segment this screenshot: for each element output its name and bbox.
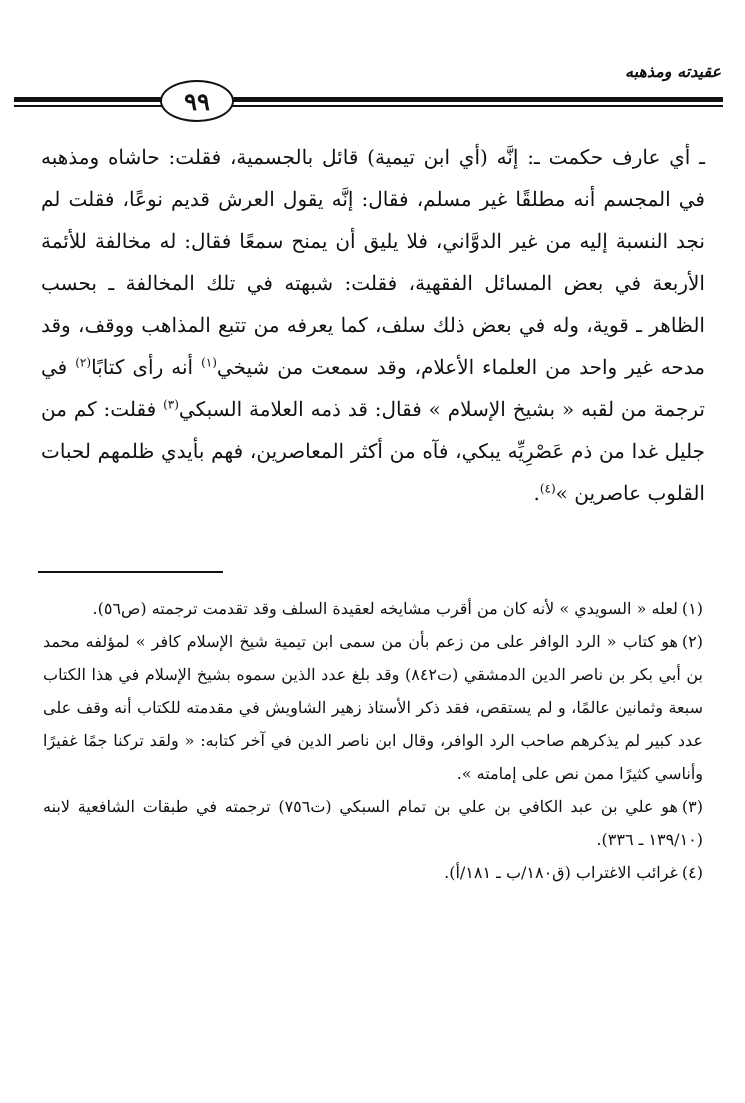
header-rule-thin [14,105,723,107]
footnote-3 [43,790,703,856]
footnote-text: هو كتاب « الرد الوافر على من زعم بأن من سمى ابن تيمية شيخ الإسلام كافر » لمؤلفه محمد بن أبي بكر بن ناصر الدين الدمشقي (ت٨٤٢) وقد بلغ عدد الذين سموه بشيخ الإسلام في هذا الكتاب سبعة وثمانين عالمًا، و لم يستقص، فقد ذكر الأستاذ زهير الشاويش في مقدمته للكتاب أنه وقف على عدد كبير لم يذكرهم صاحب الرد الوافر، وقال ابن ناصر الدين في آخر كتابه: « ولقد تركنا جمًا غفيرًا وأناسي كثيرًا ممن نص على إمامته ». [43,632,703,783]
body-paragraph [41,136,705,514]
footnote-number: (٣) [681,797,703,816]
body-text-part-1: ـ أي عارف حكمت ـ: إنَّه (أي ابن تيمية) قائل بالجسمية، فقلت: حاشاه ومذهبه في المجسم أنه مطلقًا غير مسلم، فقال: إنَّه يقول العرش قديم نوعًا، فقلت لم نجد النسبة إليه من غير الدوَّاني، فلا يليق أن يمنح سمعًا فقال: له مخالفة للأئمة الأربعة في بعض المسائل الفقهية، فقلت: شبهته في تلك المخالفة ـ بحسب الظاهر ـ قوية، وله في بعض ذلك سلف، كما يعرفه من تتبع المذاهب ووقف، وقد مدحه غير واحد من العلماء الأعلام، وقد سمعت من شيخي [41,145,705,379]
running-title: عقيدته ومذهبه [624,62,721,81]
footnote-text: لعله « السويدي » لأنه كان من أقرب مشايخه لعقيدة السلف وقد تقدمت ترجمته (ص٥٦). [92,599,678,618]
body-text-part-4: فقلت: كم من جليل غدا من ذم عَصْرِيِّه يبكي، فآه من أكثر المعاصرين، فهم بأيدي ظلمهم لحبات القلوب عاصرين » [41,397,705,505]
footnote-4 [43,856,703,889]
footnotes-block [43,592,703,889]
body-text-part-3: في ترجمة من لقبه « بشيخ الإسلام » فقال: قد ذمه العلامة السبكي [41,355,705,421]
page-number: ٩٩ [160,80,234,122]
footnote-number: (٢) [681,632,703,651]
footnote-ref-2: (٢) [75,355,92,370]
footnote-ref-1: (١) [201,355,217,370]
body-text-part-2: أنه رأى كتابًا [91,355,202,379]
footnote-number: (٤) [681,863,703,882]
footnote-text: هو علي بن عبد الكافي بن علي بن تمام السبكي (ت٧٥٦) ترجمته في طبقات الشافعية لابنه (١٣٩/١٠ ـ ٣٣٦). [43,797,703,849]
footnote-text: غرائب الاغتراب (ق١٨٠/ب ـ ١٨١/أ). [444,863,678,882]
footnote-ref-3: (٣) [163,397,179,412]
footnote-ref-4: (٤) [539,481,556,496]
header-rule-thick [14,97,723,102]
body-text-end: . [533,481,540,505]
footnote-separator [38,571,223,573]
footnote-1 [43,592,703,625]
main-text-block [41,136,705,514]
footnote-number: (١) [681,599,703,618]
footnote-2 [43,625,703,790]
